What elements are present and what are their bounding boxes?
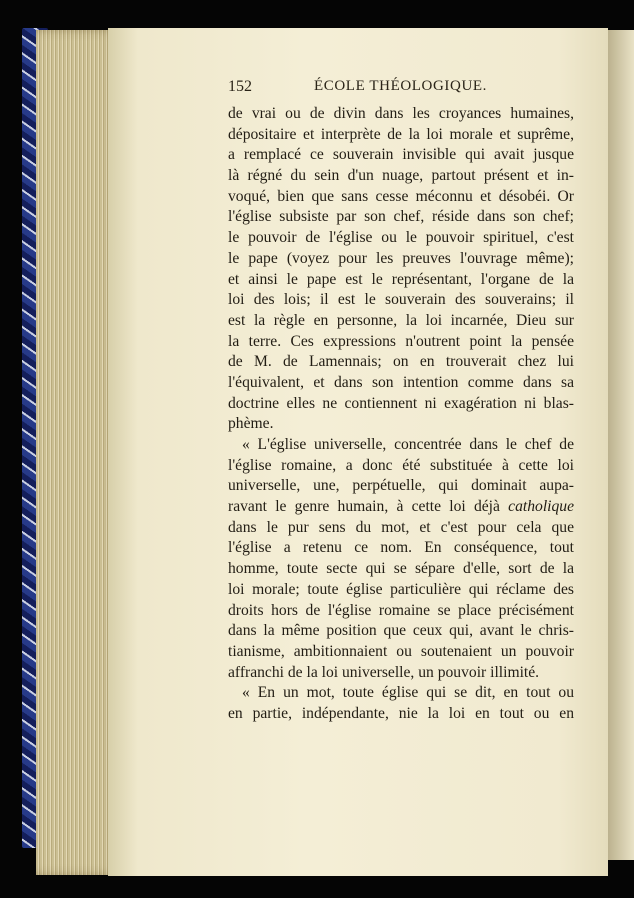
text-line: a remplacé ce souverain invisible qui avait jusque xyxy=(228,146,574,164)
text-line: de vrai ou de divin dans les croyances humaines, xyxy=(228,105,574,122)
text-line: universelle, une, perpétuelle, qui dominait aupa- xyxy=(228,477,574,495)
text-line: l'église a retenu ce nom. En conséquence, tout xyxy=(228,539,574,557)
text-line: tianisme, ambitionnaient ou soutenaient un pouvoir xyxy=(228,642,574,660)
text-line: la terre. Ces expressions n'outrent point la pensée xyxy=(228,332,574,350)
body-text xyxy=(228,104,574,725)
text-line: est la règle en personne, la loi incarnée, Dieu sur xyxy=(228,311,574,329)
text-line: « L'église universelle, concentrée dans le chef de xyxy=(242,436,574,453)
running-title: ÉCOLE THÉOLOGIQUE. xyxy=(314,78,487,94)
page-edges xyxy=(36,30,118,875)
text-line: loi morale; toute église particulière qui réclame des xyxy=(228,580,574,598)
text-line-with-italic xyxy=(228,497,574,518)
text-line: et ainsi le pape est le représentant, l'organe de la xyxy=(228,270,574,288)
page-header xyxy=(228,78,574,100)
text-line: l'église romaine, a donc été substituée à cette loi xyxy=(228,456,574,474)
text-line: phème. xyxy=(228,415,274,433)
text-line: doctrine elles ne contiennent ni exagération ni blas- xyxy=(228,394,574,412)
text-line: en partie, indépendante, nie la loi en tout ou en xyxy=(228,704,574,722)
text-line: voqué, bien que sans cesse méconnu et désobéi. Or xyxy=(228,187,574,205)
text-line: l'église subsiste par son chef, réside dans son chef; xyxy=(228,208,574,226)
text-line: là régné du sein d'un nuage, partout présent et in- xyxy=(228,167,574,185)
page-number: 152 xyxy=(228,78,252,95)
text-line: « En un mot, toute église qui se dit, en tout ou xyxy=(242,684,574,702)
text-line: le pouvoir de l'église ou le pouvoir spirituel, c'est xyxy=(228,229,574,247)
text-line: affranchi de la loi universelle, un pouvoir illimité. xyxy=(228,663,540,681)
text-segment: ravant le genre humain, à cette loi déjà xyxy=(228,498,509,516)
text-line: de M. de Lamennais; on en trouverait chez lui xyxy=(228,353,574,371)
text-line: dans la même position que ceux qui, avant le chris- xyxy=(228,622,574,640)
italic-word: catholique xyxy=(508,498,574,516)
facing-page-edge xyxy=(606,30,634,860)
text-line: loi des lois; il est le souverain des souverains; il xyxy=(228,291,574,309)
text-line: homme, toute secte qui se sépare d'elle, sort de la xyxy=(228,560,574,578)
text-line: l'équivalent, et dans son intention comme dans sa xyxy=(228,373,574,391)
text-line: le pape (voyez pour les preuves l'ouvrage même); xyxy=(228,249,574,267)
text-line: droits hors de l'église romaine se place précisément xyxy=(228,601,574,619)
text-line: dans le pur sens du mot, et c'est pour cela que xyxy=(228,518,574,536)
text-line: dépositaire et interprète de la loi morale et suprême, xyxy=(228,125,574,143)
